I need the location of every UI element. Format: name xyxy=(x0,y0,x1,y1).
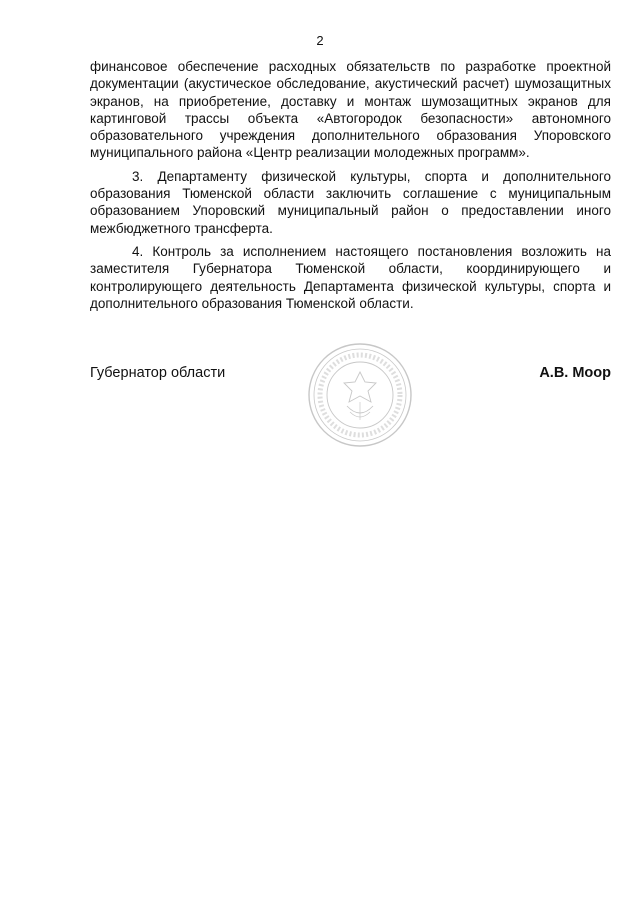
official-seal-icon xyxy=(305,340,415,450)
paragraph-item-4: 4. Контроль за исполнением настоящего постановления возложить на заместителя Губернатора Тюменской области, координирующего и контролирующего деятельность Департамента физической культуры, спорта и дополнительного образования Тюменской области. xyxy=(90,243,611,311)
page-number: 2 xyxy=(316,33,324,48)
paragraph-item-3: 3. Департаменту физической культуры, спорта и дополнительного образования Тюменской области заключить соглашение с муниципальным образованием Упоровский муниципальный район о предоставлении иного межбюджетного трансферта. xyxy=(90,168,611,236)
paragraph-continuation: финансовое обеспечение расходных обязательств по разработке проектной документации (акустическое обследование, акустический расчет) шумозащитных экранов, на приобретение, доставку и монтаж шумозащитных экранов для картинговой трассы объекта «Автогородок безопасности» автономного образовательного учреждения дополнительного образования Упоровского муниципального района «Центр реализации молодежных программ». xyxy=(90,59,611,161)
signatory-position: Губернатор области xyxy=(90,365,226,381)
signatory-name: А.В. Моор xyxy=(539,365,611,381)
document-body xyxy=(90,58,611,312)
